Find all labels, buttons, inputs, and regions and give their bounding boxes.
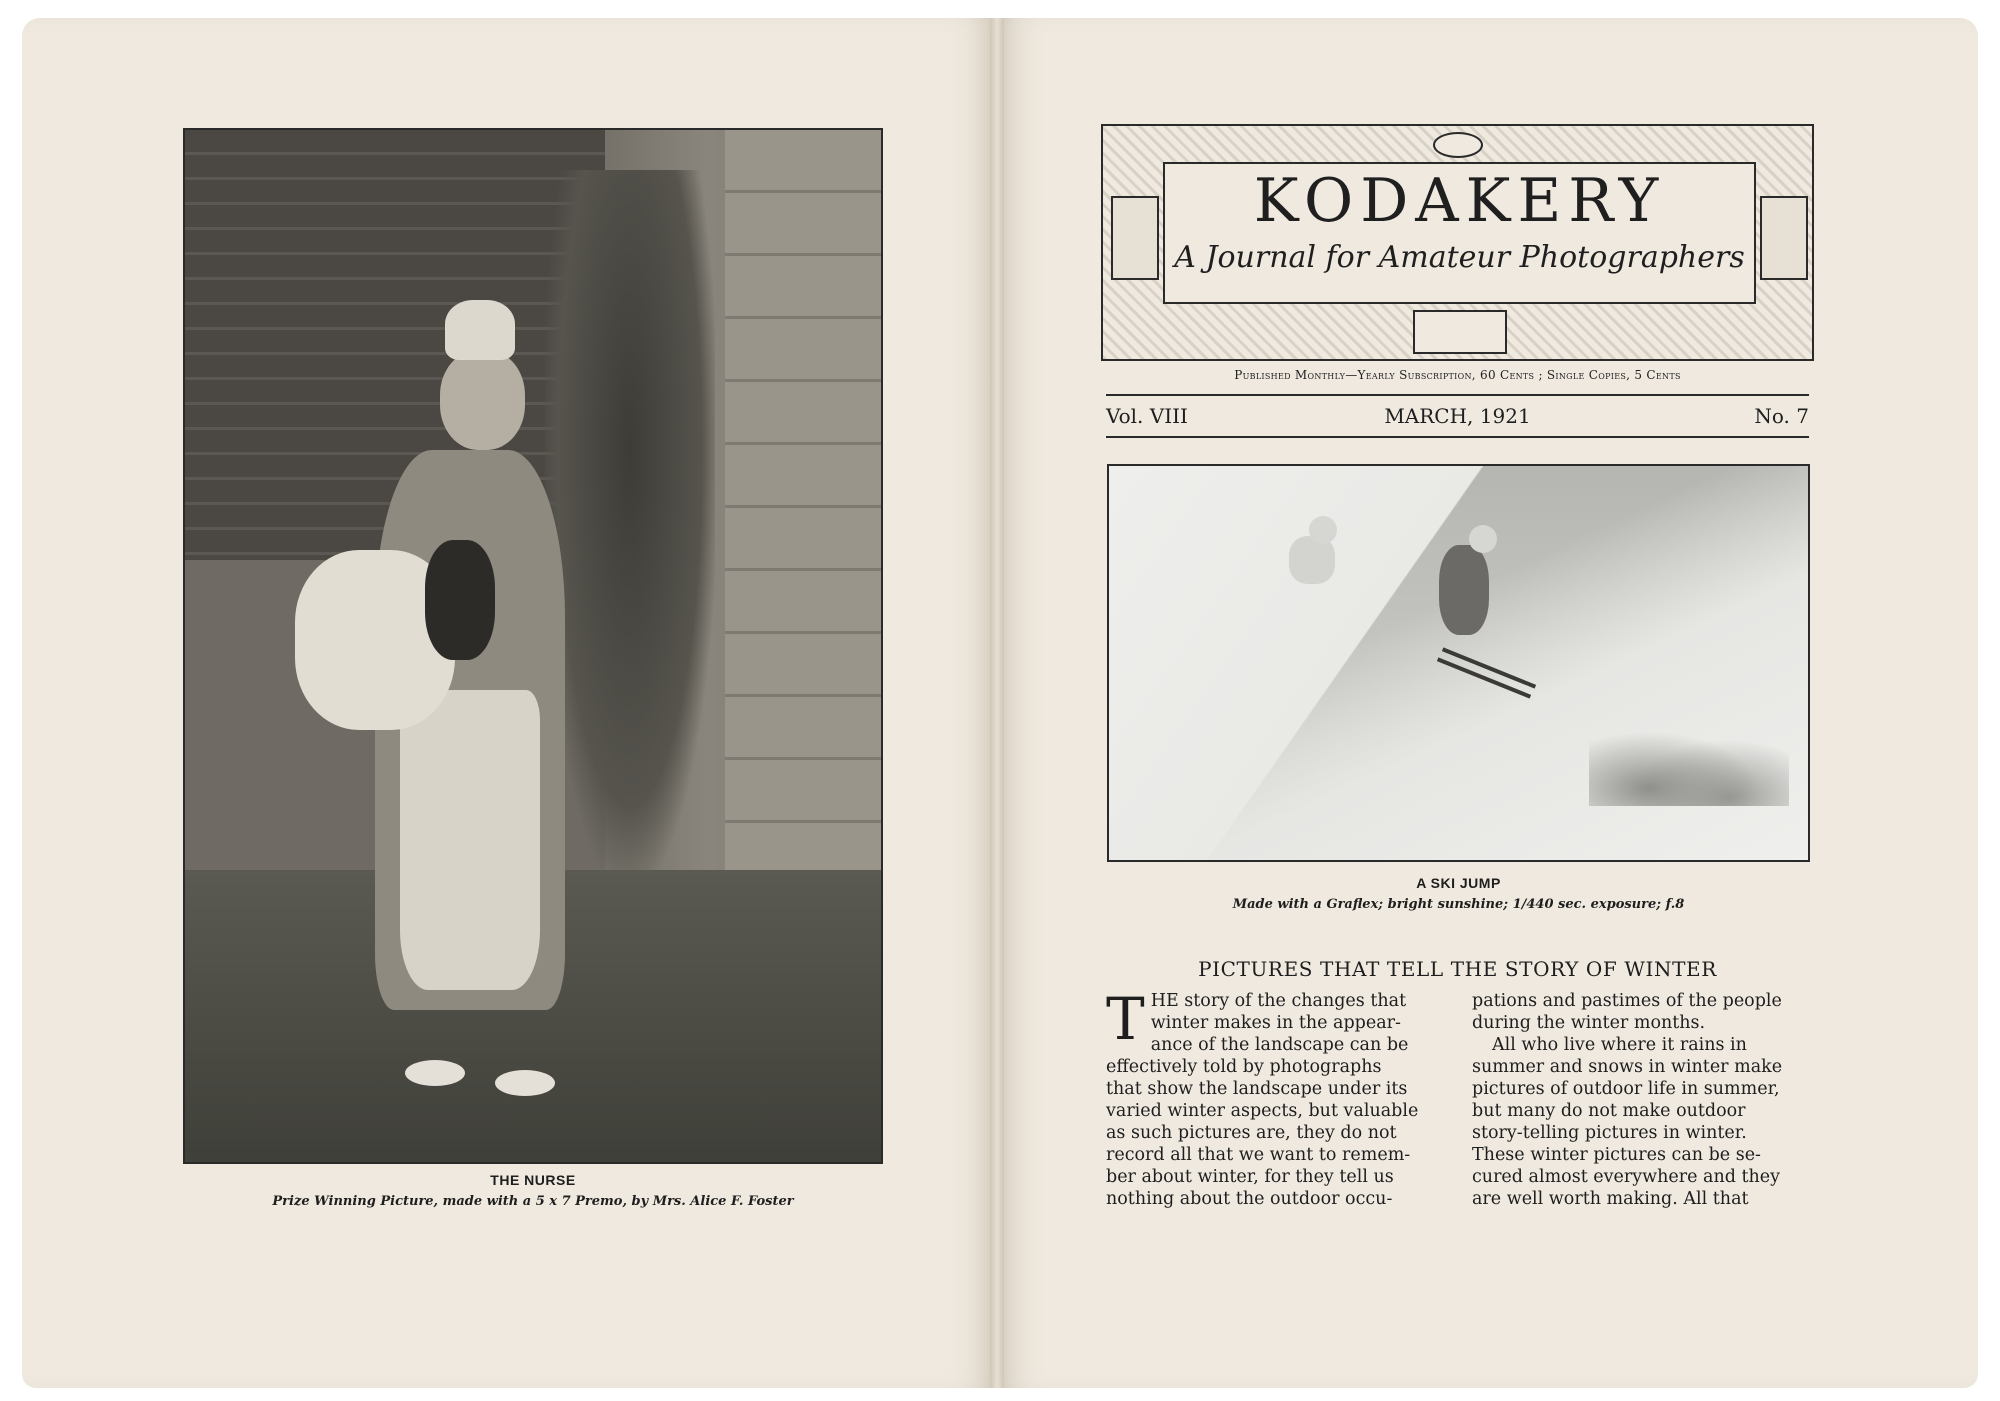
article-line: story-telling pictures in winter. <box>1472 1123 1747 1143</box>
stone-pillar <box>725 130 883 870</box>
girl-figure <box>295 300 555 1100</box>
drop-cap: T <box>1106 985 1145 1053</box>
skier-jumping <box>1419 521 1529 661</box>
issue-number: No. 7 <box>1754 404 1809 428</box>
ski-caption-title: A SKI JUMP <box>1416 875 1501 891</box>
ski-caption-detail: Made with a Graflex; bright sunshine; 1/440 sec. exposure; f.8 <box>1232 897 1685 912</box>
masthead <box>1101 124 1814 361</box>
volume: Vol. VIII <box>1106 404 1188 428</box>
article-line: record all that we want to remem- <box>1106 1145 1411 1165</box>
article-column-1 <box>1106 985 1444 1210</box>
article-heading: PICTURES THAT TELL THE STORY OF WINTER <box>1198 957 1717 981</box>
article-line: ance of the landscape can be <box>1150 1035 1409 1055</box>
book-gutter <box>990 18 1004 1388</box>
ski-photograph <box>1107 464 1810 862</box>
shoe <box>405 1060 465 1086</box>
article-line: summer and snows in winter make <box>1472 1057 1783 1077</box>
camera-ornament-right <box>1760 196 1808 280</box>
rule-top <box>1106 394 1809 396</box>
article-line: These winter pictures can be se- <box>1472 1145 1761 1165</box>
masthead-panel <box>1163 162 1756 304</box>
article-column-2 <box>1472 990 1812 1210</box>
doll-hair <box>425 540 495 660</box>
nurse-caption-title: THE NURSE <box>490 1172 576 1188</box>
skier-body <box>1289 536 1335 584</box>
article-line: during the winter months. <box>1472 1013 1706 1033</box>
article-line: effectively told by photographs <box>1106 1057 1382 1077</box>
nurse-photograph <box>183 128 883 1164</box>
article-line: varied winter aspects, but valuable <box>1106 1101 1419 1121</box>
lens-ornament <box>1433 132 1483 158</box>
girl-head <box>440 350 525 450</box>
nurse-caption-credit: Prize Winning Picture, made with a 5 x 7 Premo, by Mrs. Alice F. Foster <box>272 1194 794 1209</box>
article-line: ber about winter, for they tell us <box>1106 1167 1394 1187</box>
nurse-cap <box>445 300 515 360</box>
journal-title: KODAKERY <box>1253 166 1666 236</box>
box-camera-ornament <box>1413 310 1507 354</box>
issue-date: MARCH, 1921 <box>1384 404 1531 428</box>
article-line: that show the landscape under its <box>1106 1079 1408 1099</box>
ivy <box>545 170 715 870</box>
article-line: as such pictures are, they do not <box>1106 1123 1397 1143</box>
article-line: pictures of outdoor life in summer, <box>1472 1079 1780 1099</box>
article-line: winter makes in the appear- <box>1150 1013 1401 1033</box>
bare-trees <box>1589 716 1789 806</box>
shoe <box>495 1070 555 1096</box>
article-line: All who live where it rains in <box>1492 1035 1747 1055</box>
issue-info-row <box>1106 400 1809 434</box>
skier-hood <box>1469 525 1497 553</box>
skier-hood <box>1309 516 1337 544</box>
article-line: HE story of the changes that <box>1150 991 1407 1011</box>
article-line: cured almost everywhere and they <box>1472 1167 1781 1187</box>
article-line: nothing about the outdoor occu- <box>1106 1189 1393 1209</box>
article-line: but many do not make outdoor <box>1472 1101 1746 1121</box>
apron <box>400 690 540 990</box>
article-line: pations and pastimes of the people <box>1472 991 1782 1011</box>
publication-line: Published Monthly—Yearly Subscription, 60 Cents ; Single Copies, 5 Cents <box>1234 368 1681 382</box>
skier-body <box>1439 545 1489 635</box>
rule-bottom <box>1106 436 1809 438</box>
article-line: are well worth making. All that <box>1472 1189 1749 1209</box>
camera-ornament-left <box>1111 196 1159 280</box>
journal-subtitle: A Journal for Amateur Photographers <box>1174 240 1745 275</box>
skier-left <box>1259 516 1369 596</box>
